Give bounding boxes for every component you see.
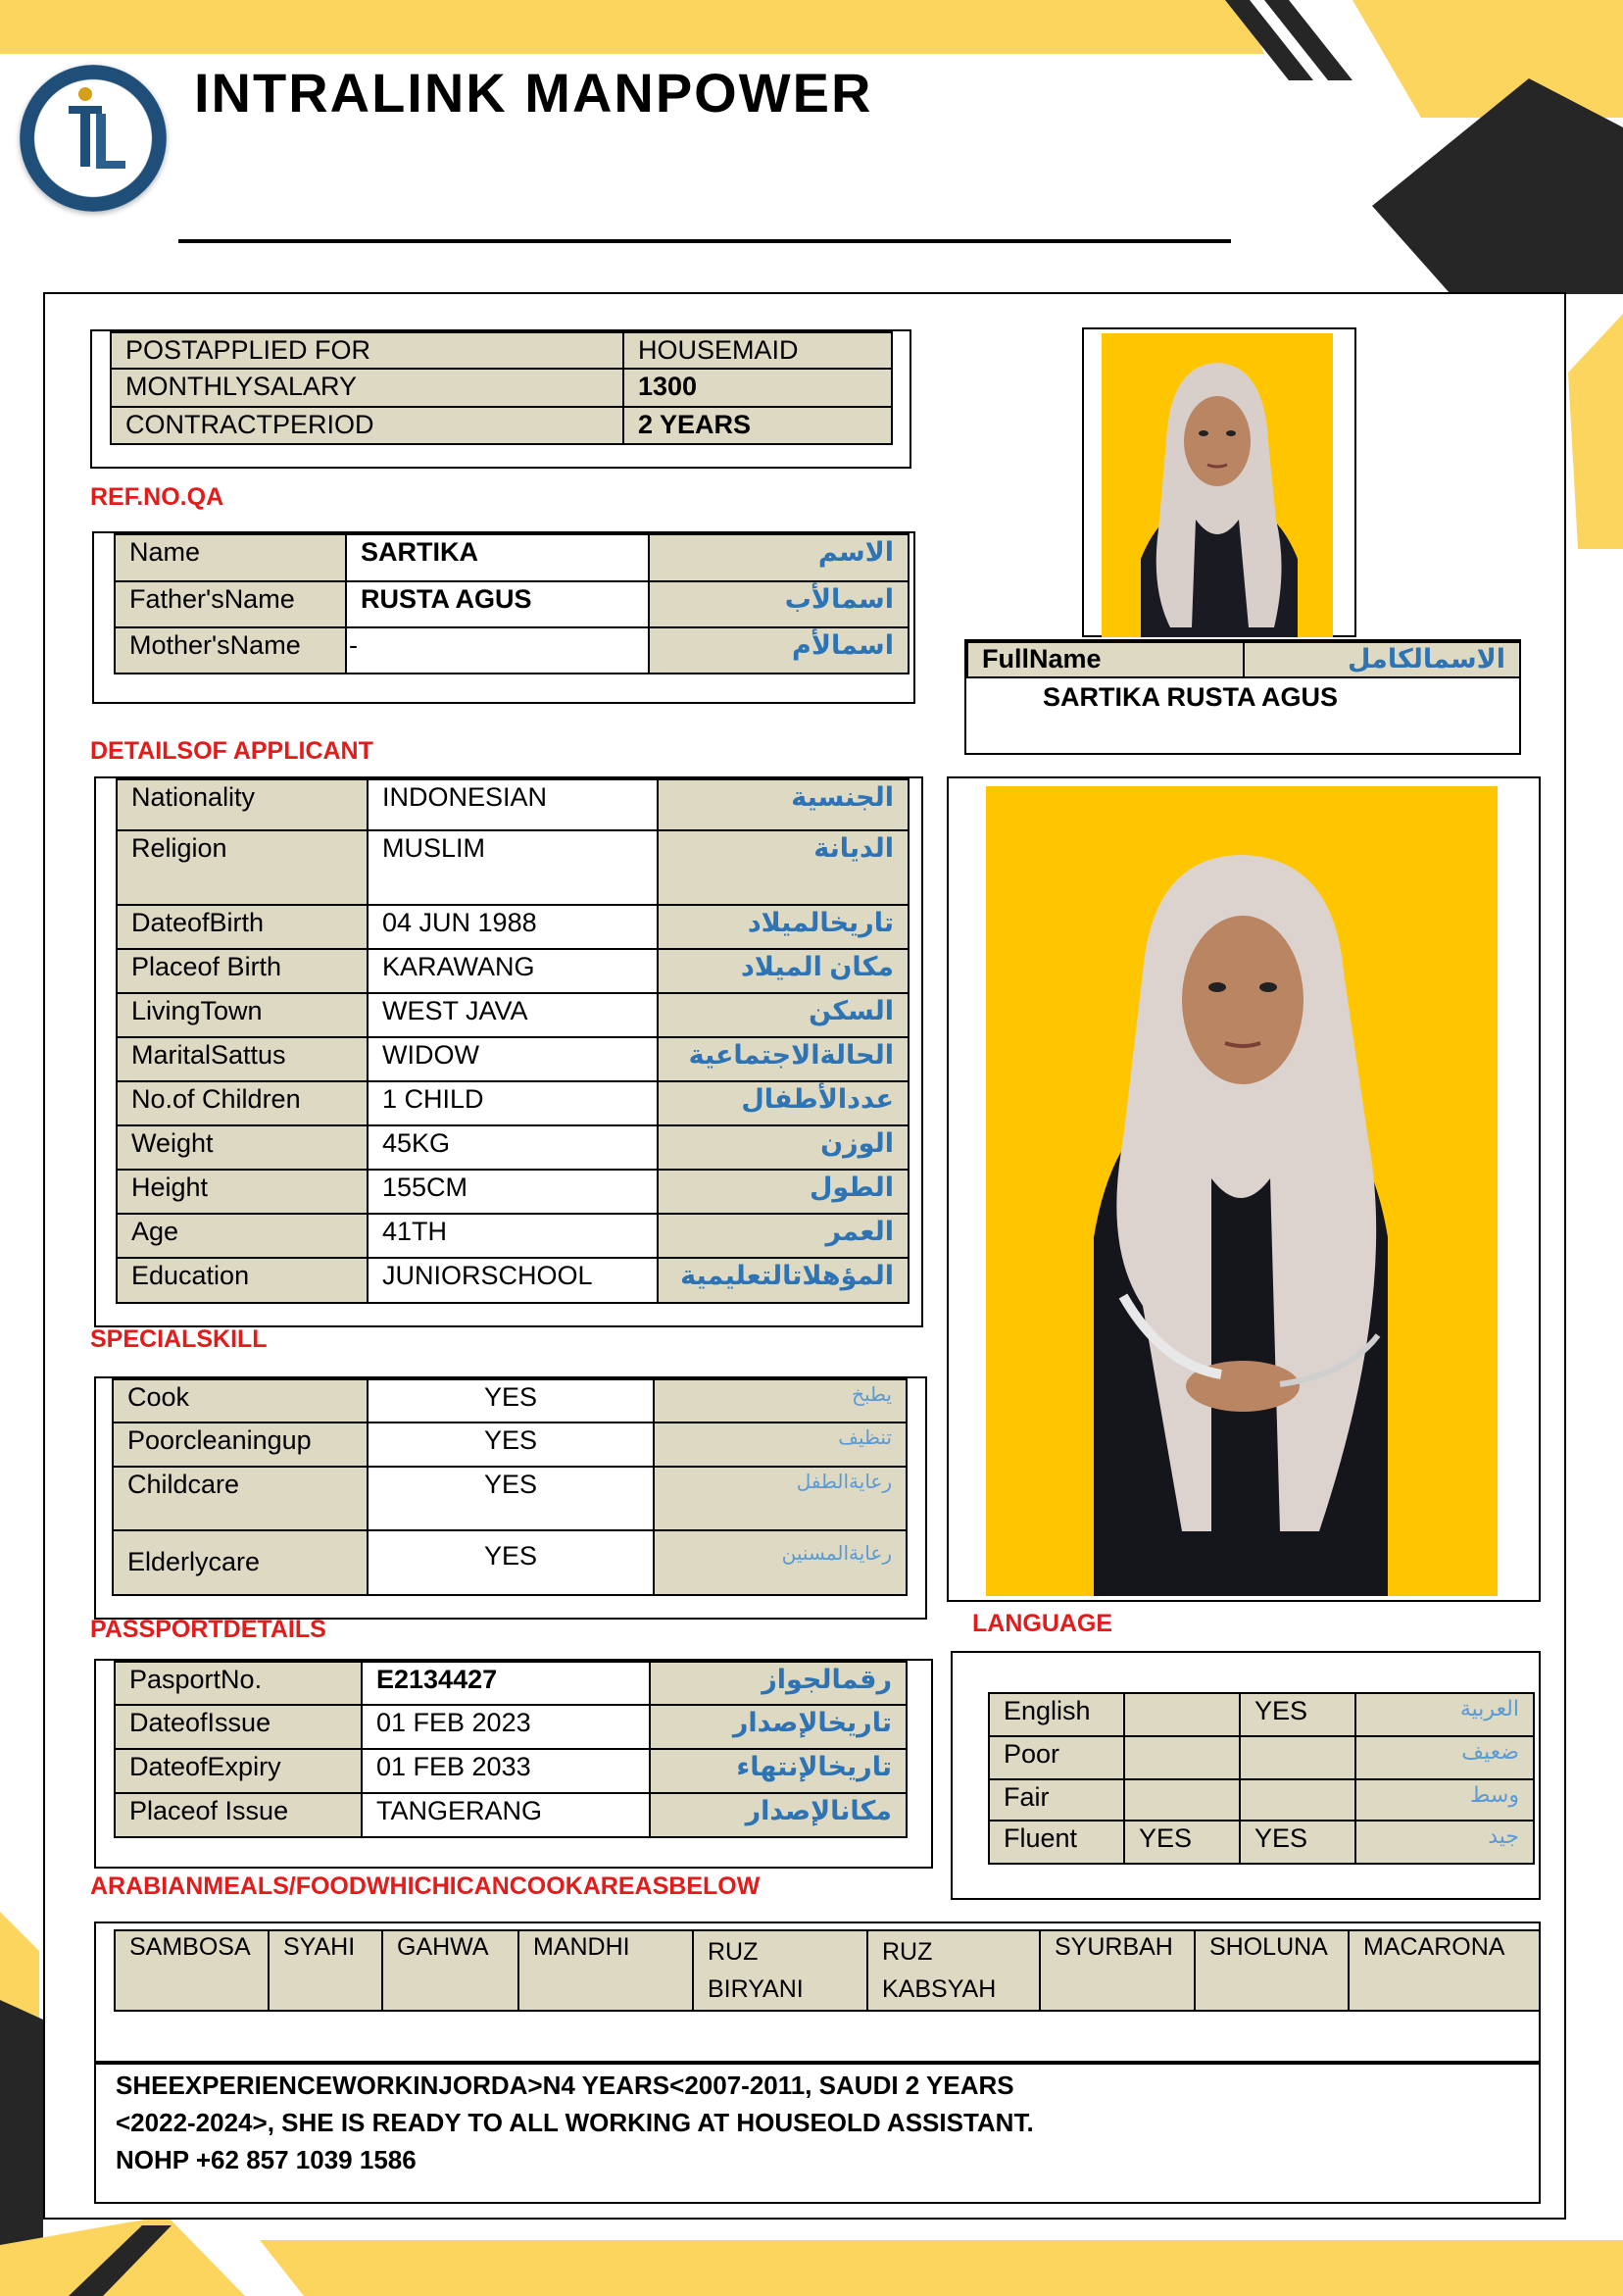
table-row <box>113 1423 907 1467</box>
language-col1 <box>1124 1779 1240 1821</box>
detail-label: DateofBirth <box>117 905 368 949</box>
title-underline <box>178 239 1231 243</box>
skill-arabic: تنظيف <box>654 1423 907 1467</box>
details-table <box>116 778 910 1304</box>
detail-value: INDONESIAN <box>368 779 658 830</box>
table-row <box>117 1125 909 1170</box>
person-illustration <box>1102 333 1333 637</box>
table-row <box>115 581 909 627</box>
meal-item: SAMBOSA <box>115 1930 269 2011</box>
passport-table <box>114 1661 908 1838</box>
detail-value: MUSLIM <box>368 830 658 905</box>
table-row <box>989 1821 1534 1864</box>
fullname-label: FullName <box>967 642 1244 677</box>
post-table <box>110 331 893 445</box>
detail-label: No.of Children <box>117 1081 368 1125</box>
logo-letters: IL <box>93 202 94 203</box>
table-row <box>111 369 892 407</box>
meal-item: RUZ KABSYAH <box>867 1930 1040 2011</box>
table-row <box>117 1214 909 1258</box>
detail-value: 04 JUN 1988 <box>368 905 658 949</box>
salary-label: MONTHLYSALARY <box>111 369 623 407</box>
detail-label: Placeof Birth <box>117 949 368 993</box>
language-arabic: جيد <box>1355 1821 1534 1864</box>
language-arabic: ضعيف <box>1355 1736 1534 1779</box>
ref-no-label: REF.NO.QA <box>90 483 224 511</box>
language-table <box>988 1692 1535 1865</box>
table-row <box>111 332 892 369</box>
passport-value: 01 FEB 2033 <box>362 1749 650 1793</box>
note-line-1: SHEEXPERIENCEWORKINJORDA>N4 YEARS<2007-2011, SAUDI 2 YEARS <box>116 2071 1014 2100</box>
detail-arabic: مكان الميلاد <box>658 949 909 993</box>
meal-item: GAHWA <box>382 1930 518 2011</box>
father-name-label: Father'sName <box>115 581 346 627</box>
table-row <box>113 1467 907 1530</box>
name-arabic: الاسم <box>649 534 909 581</box>
language-label: Poor <box>989 1736 1124 1779</box>
detail-arabic: الديانة <box>658 830 909 905</box>
table-row <box>117 1081 909 1125</box>
detail-label: Height <box>117 1170 368 1214</box>
detail-value: WEST JAVA <box>368 993 658 1037</box>
detail-value: 45KG <box>368 1125 658 1170</box>
detail-arabic: عددالأطفال <box>658 1081 909 1125</box>
passport-value: TANGERANG <box>362 1793 650 1837</box>
language-col2 <box>1240 1736 1355 1779</box>
table-row <box>989 1693 1534 1736</box>
detail-label: LivingTown <box>117 993 368 1037</box>
skills-table <box>112 1378 908 1596</box>
meals-table <box>114 1929 1541 2012</box>
meals-title: ARABIANMEALS/FOODWHICHICANCOOKAREASBELOW <box>90 1872 761 1900</box>
meal-item: MANDHI <box>518 1930 693 2011</box>
detail-value: JUNIORSCHOOL <box>368 1258 658 1303</box>
language-col1 <box>1124 1693 1240 1736</box>
language-col2: YES <box>1240 1821 1355 1864</box>
language-label: English <box>989 1693 1124 1736</box>
logo-mark-icon <box>20 65 167 212</box>
skill-label: Cook <box>113 1379 368 1423</box>
details-title: DETAILSOF APPLICANT <box>90 737 373 765</box>
detail-value: 1 CHILD <box>368 1081 658 1125</box>
skill-value: YES <box>368 1467 654 1530</box>
table-row <box>989 1736 1534 1779</box>
table-row <box>115 534 909 581</box>
detail-arabic: المؤهلاتالتعليمية <box>658 1258 909 1303</box>
table-row <box>117 1258 909 1303</box>
table-row <box>115 1705 907 1749</box>
skill-value: YES <box>368 1530 654 1595</box>
skill-arabic: يطبخ <box>654 1379 907 1423</box>
detail-label: MaritalSattus <box>117 1037 368 1081</box>
mother-name-value: - <box>346 627 649 674</box>
skill-label: Childcare <box>113 1467 368 1530</box>
table-row <box>117 1037 909 1081</box>
language-col2: YES <box>1240 1693 1355 1736</box>
language-arabic: العربية <box>1355 1693 1534 1736</box>
note-line-3: NOHP +62 857 1039 1586 <box>116 2145 417 2174</box>
detail-value: WIDOW <box>368 1037 658 1081</box>
salary-value: 1300 <box>623 369 892 407</box>
table-row <box>117 779 909 830</box>
language-label: Fair <box>989 1779 1124 1821</box>
skill-label: Elderlycare <box>113 1530 368 1595</box>
passport-arabic: مكانالإصدار <box>650 1793 907 1837</box>
table-row <box>117 1170 909 1214</box>
detail-value: KARAWANG <box>368 949 658 993</box>
post-value: HOUSEMAID <box>623 332 892 369</box>
meal-item: SHOLUNA <box>1195 1930 1349 2011</box>
portrait-photo <box>1102 333 1333 637</box>
passport-label: DateofExpiry <box>115 1749 362 1793</box>
detail-label: Age <box>117 1214 368 1258</box>
fullname-header <box>966 641 1521 678</box>
detail-arabic: الطول <box>658 1170 909 1214</box>
skill-arabic: رعايةالطفل <box>654 1467 907 1530</box>
contract-value: 2 YEARS <box>623 407 892 444</box>
table-row <box>115 1662 907 1705</box>
detail-label: Religion <box>117 830 368 905</box>
detail-arabic: السكن <box>658 993 909 1037</box>
company-name: INTRALINK MANPOWER <box>194 62 873 124</box>
language-title: LANGUAGE <box>972 1610 1113 1637</box>
name-value: SARTIKA <box>346 534 649 581</box>
table-row <box>113 1530 907 1595</box>
table-row <box>115 1793 907 1837</box>
table-row <box>989 1779 1534 1821</box>
father-name-value: RUSTA AGUS <box>346 581 649 627</box>
contract-label: CONTRACTPERIOD <box>111 407 623 444</box>
table-row <box>113 1379 907 1423</box>
table-row <box>967 642 1520 677</box>
detail-arabic: العمر <box>658 1214 909 1258</box>
name-label: Name <box>115 534 346 581</box>
skills-title: SPECIALSKILL <box>90 1325 268 1353</box>
passport-label: PasportNo. <box>115 1662 362 1705</box>
language-col1 <box>1124 1736 1240 1779</box>
father-name-arabic: اسمالأب <box>649 581 909 627</box>
passport-label: Placeof Issue <box>115 1793 362 1837</box>
language-arabic: وسط <box>1355 1779 1534 1821</box>
passport-arabic: رقمالجواز <box>650 1662 907 1705</box>
meal-item: SYAHI <box>269 1930 382 2011</box>
detail-label: Nationality <box>117 779 368 830</box>
detail-label: Weight <box>117 1125 368 1170</box>
skill-value: YES <box>368 1379 654 1423</box>
person-full-illustration <box>986 786 1498 1596</box>
detail-arabic: الجنسية <box>658 779 909 830</box>
detail-arabic: تاريخالميلاد <box>658 905 909 949</box>
full-body-photo <box>986 786 1498 1596</box>
language-label: Fluent <box>989 1821 1124 1864</box>
skill-arabic: رعايةالمسنين <box>654 1530 907 1595</box>
table-row <box>117 993 909 1037</box>
fullname-value: SARTIKA RUSTA AGUS <box>1043 682 1338 712</box>
passport-value: 01 FEB 2023 <box>362 1705 650 1749</box>
table-row <box>115 627 909 674</box>
names-table <box>114 533 910 674</box>
note-line-2: <2022-2024>, SHE IS READY TO ALL WORKING AT HOUSEOLD ASSISTANT. <box>116 2108 1034 2137</box>
table-row <box>115 1930 1540 2011</box>
company-logo <box>20 65 167 212</box>
table-row <box>117 905 909 949</box>
detail-value: 41TH <box>368 1214 658 1258</box>
language-col1: YES <box>1124 1821 1240 1864</box>
skill-label: Poorcleaningup <box>113 1423 368 1467</box>
meal-item: MACARONA <box>1349 1930 1540 2011</box>
passport-title: PASSPORTDETAILS <box>90 1616 326 1643</box>
meal-item: SYURBAH <box>1040 1930 1195 2011</box>
passport-value: E2134427 <box>362 1662 650 1705</box>
language-col2 <box>1240 1779 1355 1821</box>
table-row <box>115 1749 907 1793</box>
meal-item: RUZ BIRYANI <box>693 1930 867 2011</box>
table-row <box>111 407 892 444</box>
mother-name-arabic: اسمالأم <box>649 627 909 674</box>
mother-name-label: Mother'sName <box>115 627 346 674</box>
detail-arabic: الوزن <box>658 1125 909 1170</box>
passport-arabic: تاريخالإصدار <box>650 1705 907 1749</box>
passport-arabic: تاريخالإنتهاء <box>650 1749 907 1793</box>
table-row <box>117 949 909 993</box>
post-label: POSTAPPLIED FOR <box>111 332 623 369</box>
detail-label: Education <box>117 1258 368 1303</box>
table-row <box>117 830 909 905</box>
skill-value: YES <box>368 1423 654 1467</box>
passport-label: DateofIssue <box>115 1705 362 1749</box>
detail-value: 155CM <box>368 1170 658 1214</box>
detail-arabic: الحالةالاجتماعية <box>658 1037 909 1081</box>
fullname-arabic: الاسمالكامل <box>1244 642 1520 677</box>
experience-notes <box>116 2067 1527 2178</box>
